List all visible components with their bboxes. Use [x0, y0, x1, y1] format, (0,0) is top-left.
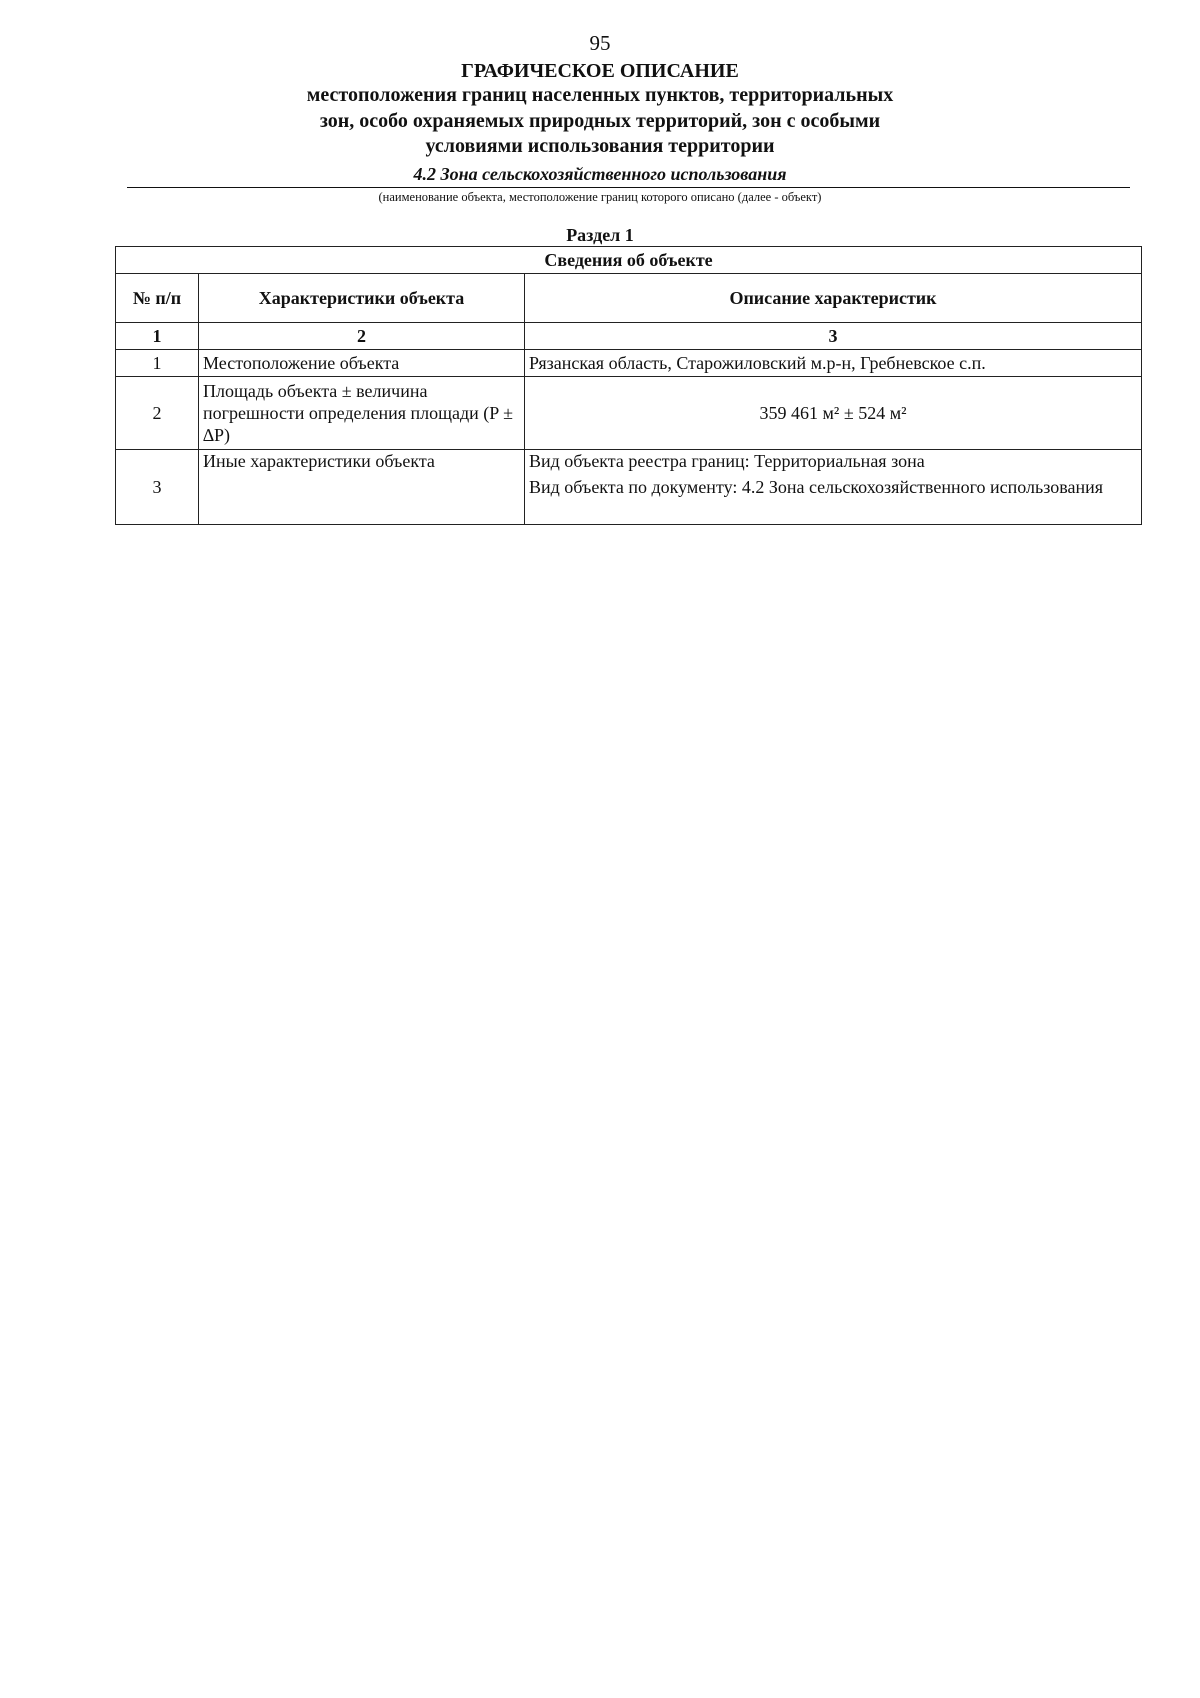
table-caption: Сведения об объекте [116, 247, 1142, 274]
subtitle-line: зон, особо охраняемых природных территорий, зон с особыми [319, 109, 881, 132]
object-caption: (наименование объекта, местоположение границ которого описано (далее - объект) [378, 190, 822, 204]
row-description [525, 450, 1142, 525]
column-header-number: № п/п [116, 274, 199, 323]
row-characteristic: Иные характеристики объекта [199, 450, 525, 525]
page-number: 95 [589, 31, 611, 55]
column-header-characteristic: Характеристики объекта [199, 274, 525, 323]
column-number: 2 [199, 323, 525, 350]
table-row [116, 350, 1142, 377]
table-row [116, 450, 1142, 525]
column-header-description: Описание характеристик [525, 274, 1142, 323]
object-name-underline [127, 187, 1130, 188]
object-name: 4.2 Зона сельскохозяйственного использования [413, 164, 787, 184]
table-header-row [116, 274, 1142, 323]
document-subtitle [0, 83, 1200, 160]
row-number: 3 [116, 450, 199, 525]
table-caption-row [116, 247, 1142, 274]
column-number: 1 [116, 323, 199, 350]
table-row [116, 377, 1142, 450]
column-number-row [116, 323, 1142, 350]
column-number: 3 [525, 323, 1142, 350]
description-line: Вид объекта по документу: 4.2 Зона сельскохозяйственного использования [529, 477, 1104, 497]
section-title: Раздел 1 [566, 225, 634, 245]
row-number: 2 [116, 377, 199, 450]
row-characteristic: Местоположение объекта [199, 350, 525, 377]
row-description: Рязанская область, Старожиловский м.р-н, Гребневское с.п. [525, 350, 1142, 377]
row-description: 359 461 м² ± 524 м² [525, 377, 1142, 450]
document-title: ГРАФИЧЕСКОЕ ОПИСАНИЕ [461, 60, 739, 82]
subtitle-line: условиями использования территории [425, 135, 775, 157]
object-info-table [115, 246, 1142, 525]
subtitle-line: местоположения границ населенных пунктов, территориальных [306, 84, 894, 106]
row-characteristic: Площадь объекта ± величина погрешности определения площади (P ± ∆P) [199, 377, 525, 450]
description-line: Вид объекта реестра границ: Территориальная зона [529, 451, 925, 471]
row-number: 1 [116, 350, 199, 377]
